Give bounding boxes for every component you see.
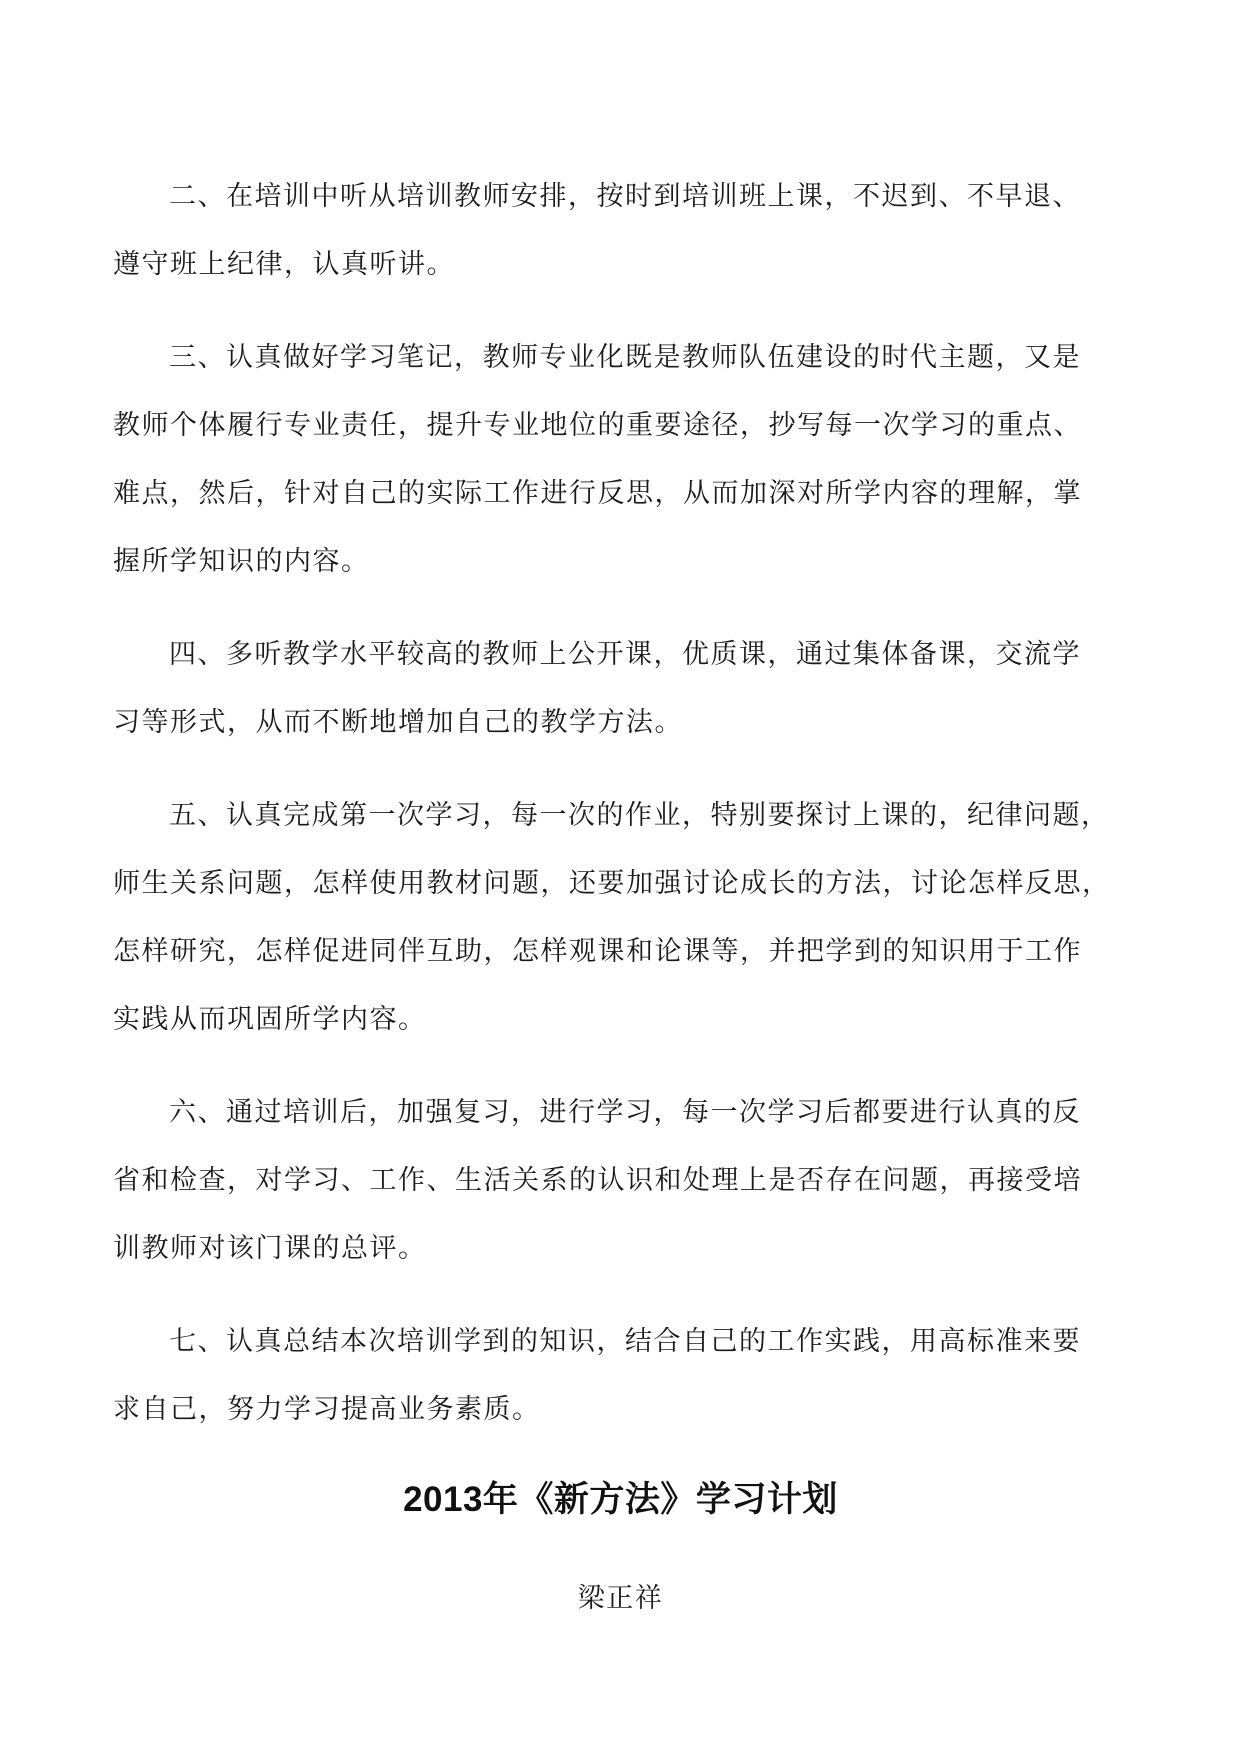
paragraph-line: 四、多听教学水平较高的教师上公开课，优质课，通过集体备课，交流学 (169, 639, 1081, 670)
paragraph-line: 怎样研究，怎样促进同伴互助，怎样观课和论课等，并把学到的知识用于工作 (113, 936, 1082, 967)
paragraph-5 (113, 782, 1153, 1054)
paragraph-line: 习等形式，从而不断地增加自己的教学方法。 (113, 707, 683, 738)
document-title: 2013年《新方法》学习计划 (403, 1480, 838, 1519)
paragraph-line: 遵守班上纪律，认真听讲。 (113, 249, 455, 280)
paragraph-line: 六、通过培训后，加强复习，进行学习，每一次学习后都要进行认真的反 (169, 1097, 1081, 1128)
paragraph-6 (113, 1079, 1153, 1283)
paragraph-line: 师生关系问题，怎样使用教材问题，还要加强讨论成长的方法，讨论怎样反思， (113, 868, 1111, 899)
document-body (113, 163, 1153, 1444)
paragraph-4 (113, 621, 1153, 757)
paragraph-7 (113, 1308, 1153, 1444)
paragraph-line: 握所学知识的内容。 (113, 546, 370, 577)
paragraph-line: 二、在培训中听从培训教师安排，按时到培训班上课，不迟到、不早退、 (169, 181, 1081, 212)
paragraph-2 (113, 163, 1153, 299)
paragraph-line: 实践从而巩固所学内容。 (113, 1004, 427, 1035)
paragraph-line: 求自己，努力学习提高业务素质。 (113, 1394, 541, 1425)
paragraph-line: 五、认真完成第一次学习，每一次的作业，特别要探讨上课的，纪律问题， (169, 800, 1110, 831)
paragraph-line: 训教师对该门课的总评。 (113, 1233, 427, 1264)
paragraph-line: 省和检查，对学习、工作、生活关系的认识和处理上是否存在问题，再接受培 (113, 1165, 1082, 1196)
author-name: 梁正祥 (577, 1583, 664, 1614)
paragraph-line: 三、认真做好学习笔记，教师专业化既是教师队伍建设的时代主题，又是 (169, 342, 1081, 373)
paragraph-line: 教师个体履行专业责任，提升专业地位的重要途径，抄写每一次学习的重点、 (113, 410, 1082, 441)
paragraph-line: 七、认真总结本次培训学到的知识，结合自己的工作实践，用高标准来要 (169, 1326, 1081, 1357)
paragraph-3 (113, 324, 1153, 596)
paragraph-line: 难点，然后，针对自己的实际工作进行反思，从而加深对所学内容的理解，掌 (113, 478, 1082, 509)
